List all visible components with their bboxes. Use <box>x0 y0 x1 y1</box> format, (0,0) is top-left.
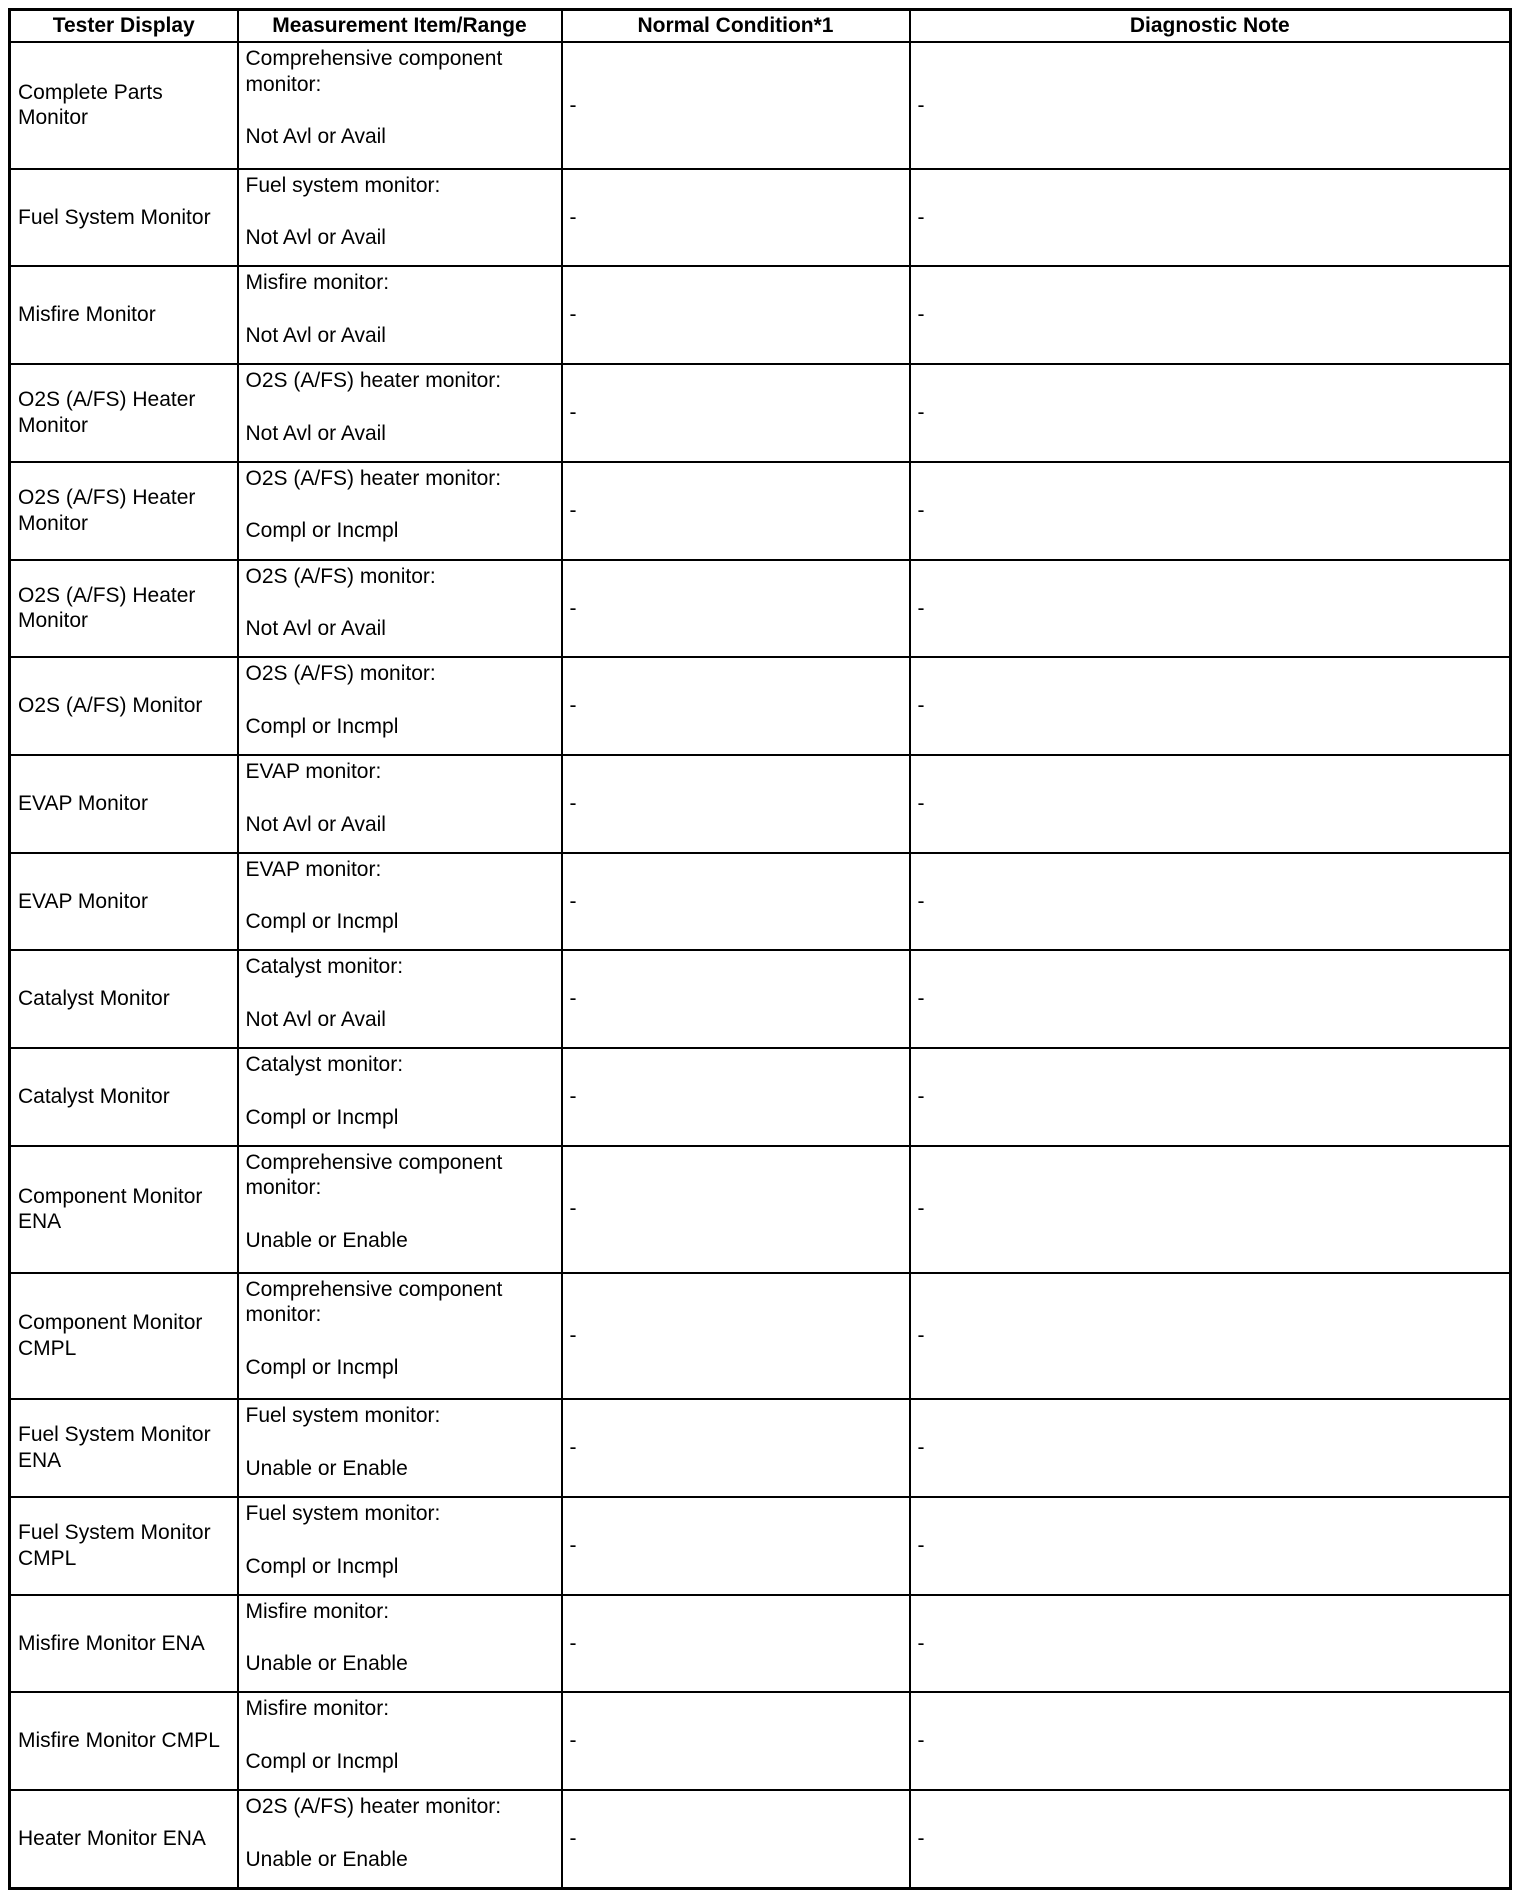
measurement-range-label: Compl or Incmpl <box>245 1105 399 1129</box>
diagnostic-note-cell <box>910 950 1511 1048</box>
measurement-range-label: Compl or Incmpl <box>245 714 399 738</box>
table-row <box>10 266 1511 364</box>
normal-condition-cell <box>562 1692 910 1790</box>
diagnostic-note-value: - <box>917 694 925 718</box>
tester-display-label: O2S (A/FS) Heater Monitor <box>18 388 196 437</box>
diagnostic-note-cell <box>910 364 1511 462</box>
measurement-range-label: Not Avl or Avail <box>245 324 386 348</box>
normal-condition-value: - <box>569 1533 577 1557</box>
measurement-item-cell <box>238 42 562 169</box>
normal-condition-value: - <box>569 694 577 718</box>
tester-display-label: O2S (A/FS) Heater Monitor <box>18 486 196 535</box>
table-row <box>10 1790 1511 1888</box>
tester-display-cell <box>10 950 238 1048</box>
diagnostic-note-value: - <box>917 1436 925 1460</box>
measurement-item-label: O2S (A/FS) monitor: <box>245 564 436 588</box>
header-diagnostic-note: Diagnostic Note <box>910 10 1511 43</box>
normal-condition-cell <box>562 1048 910 1146</box>
tester-display-label: Fuel System Monitor CMPL <box>18 1521 211 1570</box>
diagnostic-data-list-table <box>8 8 1512 1890</box>
diagnostic-note-cell <box>910 42 1511 169</box>
normal-condition-cell <box>562 266 910 364</box>
header-normal-condition: Normal Condition*1 <box>562 10 910 43</box>
tester-display-label: Heater Monitor ENA <box>18 1827 206 1851</box>
measurement-item-cell <box>238 169 562 267</box>
table-row <box>10 1048 1511 1146</box>
normal-condition-value: - <box>569 498 577 522</box>
tester-display-cell <box>10 462 238 560</box>
tester-display-cell <box>10 1399 238 1497</box>
tester-display-label: Misfire Monitor CMPL <box>18 1729 220 1753</box>
normal-condition-value: - <box>569 1631 577 1655</box>
diagnostic-note-value: - <box>917 987 925 1011</box>
tester-display-cell <box>10 1692 238 1790</box>
measurement-item-cell <box>238 1273 562 1400</box>
header-tester-display: Tester Display <box>10 10 238 43</box>
normal-condition-cell <box>562 1146 910 1273</box>
diagnostic-note-cell <box>910 1273 1511 1400</box>
diagnostic-note-cell <box>910 1595 1511 1693</box>
measurement-range-label: Compl or Incmpl <box>245 1355 399 1379</box>
measurement-item-label: O2S (A/FS) monitor: <box>245 662 436 686</box>
normal-condition-cell <box>562 853 910 951</box>
tester-display-cell <box>10 560 238 658</box>
measurement-item-cell <box>238 560 562 658</box>
normal-condition-value: - <box>569 205 577 229</box>
tester-display-label: Misfire Monitor ENA <box>18 1631 205 1655</box>
diagnostic-note-value: - <box>917 1085 925 1109</box>
measurement-item-label: Comprehensive component monitor: <box>245 1150 503 1200</box>
measurement-item-label: Fuel system monitor: <box>245 1404 441 1428</box>
measurement-item-label: Fuel system monitor: <box>245 1501 441 1525</box>
measurement-item-label: EVAP monitor: <box>245 857 382 881</box>
table-row <box>10 560 1511 658</box>
measurement-item-label: Fuel system monitor: <box>245 173 441 197</box>
diagnostic-note-value: - <box>917 401 925 425</box>
normal-condition-value: - <box>569 303 577 327</box>
diagnostic-note-value: - <box>917 1324 925 1348</box>
diagnostic-note-cell <box>910 169 1511 267</box>
tester-display-label: Component Monitor ENA <box>18 1184 203 1234</box>
tester-display-cell <box>10 1790 238 1888</box>
diagnostic-note-value: - <box>917 93 925 117</box>
normal-condition-cell <box>562 462 910 560</box>
tester-display-cell <box>10 1595 238 1693</box>
measurement-item-cell <box>238 1595 562 1693</box>
table-row <box>10 462 1511 560</box>
normal-condition-value: - <box>569 792 577 815</box>
normal-condition-value: - <box>569 1197 577 1221</box>
table-row <box>10 42 1511 169</box>
normal-condition-value: - <box>569 889 577 913</box>
diagnostic-note-cell <box>910 1790 1511 1888</box>
diagnostic-note-value: - <box>917 1729 925 1753</box>
tester-display-cell <box>10 364 238 462</box>
tester-display-label: Complete Parts Monitor <box>18 80 163 130</box>
tester-display-label: Catalyst Monitor <box>18 987 170 1011</box>
normal-condition-cell <box>562 1273 910 1400</box>
measurement-range-label: Not Avl or Avail <box>245 617 386 641</box>
measurement-item-label: EVAP monitor: <box>245 759 382 783</box>
measurement-item-cell <box>238 266 562 364</box>
diagnostic-note-value: - <box>917 303 925 327</box>
tester-display-label: EVAP Monitor <box>18 792 148 815</box>
measurement-item-label: Comprehensive component monitor: <box>245 47 503 96</box>
table-row <box>10 950 1511 1048</box>
tester-display-cell <box>10 1146 238 1273</box>
tester-display-cell <box>10 1048 238 1146</box>
diagnostic-note-cell <box>910 266 1511 364</box>
measurement-item-label: O2S (A/FS) heater monitor: <box>245 1795 502 1819</box>
tester-display-cell <box>10 1273 238 1400</box>
header-row <box>10 10 1511 43</box>
tester-display-cell <box>10 1497 238 1595</box>
measurement-item-cell <box>238 1048 562 1146</box>
measurement-item-cell <box>238 1146 562 1273</box>
diagnostic-note-cell <box>910 755 1511 853</box>
normal-condition-value: - <box>569 1436 577 1460</box>
tester-display-cell <box>10 657 238 755</box>
tester-display-label: Component Monitor CMPL <box>18 1311 203 1360</box>
table-row <box>10 657 1511 755</box>
normal-condition-cell <box>562 364 910 462</box>
diagnostic-note-cell <box>910 462 1511 560</box>
diagnostic-note-cell <box>910 1497 1511 1595</box>
measurement-item-label: Misfire monitor: <box>245 1599 390 1623</box>
normal-condition-value: - <box>569 1729 577 1753</box>
measurement-item-label: Misfire monitor: <box>245 1697 390 1721</box>
normal-condition-cell <box>562 1595 910 1693</box>
tester-display-cell <box>10 853 238 951</box>
tester-display-cell <box>10 169 238 267</box>
measurement-range-label: Not Avl or Avail <box>245 125 386 149</box>
diagnostic-note-cell <box>910 657 1511 755</box>
tester-display-label: Fuel System Monitor ENA <box>18 1423 211 1473</box>
tester-display-cell <box>10 755 238 853</box>
measurement-item-cell <box>238 1692 562 1790</box>
tester-display-label: Misfire Monitor <box>18 303 156 327</box>
tester-display-cell <box>10 266 238 364</box>
measurement-range-label: Not Avl or Avail <box>245 1007 386 1031</box>
normal-condition-cell <box>562 42 910 169</box>
diagnostic-note-cell <box>910 853 1511 951</box>
normal-condition-cell <box>562 1790 910 1888</box>
tester-display-label: Catalyst Monitor <box>18 1085 170 1109</box>
measurement-item-cell <box>238 755 562 853</box>
measurement-range-label: Compl or Incmpl <box>245 910 399 934</box>
measurement-range-label: Compl or Incmpl <box>245 519 399 543</box>
measurement-item-cell <box>238 462 562 560</box>
measurement-item-label: Comprehensive component monitor: <box>245 1277 503 1327</box>
measurement-range-label: Not Avl or Avail <box>245 226 386 250</box>
measurement-range-label: Unable or Enable <box>245 1228 408 1252</box>
normal-condition-cell <box>562 1497 910 1595</box>
diagnostic-note-value: - <box>917 1197 925 1221</box>
normal-condition-value: - <box>569 401 577 425</box>
normal-condition-value: - <box>569 1827 577 1851</box>
diagnostic-note-cell <box>910 1399 1511 1497</box>
measurement-item-label: Catalyst monitor: <box>245 1053 404 1077</box>
table-row <box>10 169 1511 267</box>
tester-display-label: O2S (A/FS) Heater Monitor <box>18 583 196 633</box>
measurement-range-label: Compl or Incmpl <box>245 1554 399 1578</box>
measurement-item-label: O2S (A/FS) heater monitor: <box>245 466 502 490</box>
table-row <box>10 755 1511 853</box>
normal-condition-value: - <box>569 93 577 117</box>
table-body <box>10 42 1511 1889</box>
measurement-range-label: Not Avl or Avail <box>245 812 386 836</box>
diagnostic-note-cell <box>910 1048 1511 1146</box>
normal-condition-cell <box>562 169 910 267</box>
normal-condition-value: - <box>569 596 577 620</box>
diagnostic-note-value: - <box>917 889 925 913</box>
measurement-item-label: Catalyst monitor: <box>245 955 404 979</box>
diagnostic-note-cell <box>910 1692 1511 1790</box>
table-row <box>10 1595 1511 1693</box>
normal-condition-cell <box>562 755 910 853</box>
measurement-item-cell <box>238 950 562 1048</box>
measurement-item-label: O2S (A/FS) heater monitor: <box>245 369 502 393</box>
diagnostic-note-value: - <box>917 498 925 522</box>
table-row <box>10 1273 1511 1400</box>
table-row <box>10 1692 1511 1790</box>
table-row <box>10 1399 1511 1497</box>
measurement-item-cell <box>238 364 562 462</box>
measurement-range-label: Unable or Enable <box>245 1652 408 1676</box>
measurement-range-label: Not Avl or Avail <box>245 421 386 445</box>
tester-display-label: EVAP Monitor <box>18 889 148 913</box>
table-row <box>10 853 1511 951</box>
normal-condition-cell <box>562 560 910 658</box>
normal-condition-value: - <box>569 1324 577 1348</box>
normal-condition-value: - <box>569 987 577 1011</box>
tester-display-label: O2S (A/FS) Monitor <box>18 694 203 718</box>
diagnostic-note-value: - <box>917 1533 925 1557</box>
normal-condition-cell <box>562 950 910 1048</box>
measurement-item-cell <box>238 1497 562 1595</box>
diagnostic-note-value: - <box>917 596 925 620</box>
table-row <box>10 364 1511 462</box>
normal-condition-cell <box>562 657 910 755</box>
diagnostic-note-cell <box>910 560 1511 658</box>
table-row <box>10 1146 1511 1273</box>
header-measurement-item-range: Measurement Item/Range <box>238 10 562 43</box>
table-row <box>10 1497 1511 1595</box>
diagnostic-note-value: - <box>917 205 925 229</box>
measurement-item-label: Misfire monitor: <box>245 271 390 295</box>
measurement-range-label: Compl or Incmpl <box>245 1749 399 1773</box>
diagnostic-note-value: - <box>917 1631 925 1655</box>
measurement-range-label: Unable or Enable <box>245 1456 408 1480</box>
measurement-item-cell <box>238 1399 562 1497</box>
diagnostic-note-value: - <box>917 792 925 815</box>
diagnostic-note-cell <box>910 1146 1511 1273</box>
tester-display-label: Fuel System Monitor <box>18 205 211 229</box>
measurement-item-cell <box>238 657 562 755</box>
diagnostic-note-value: - <box>917 1827 925 1851</box>
tester-display-cell <box>10 42 238 169</box>
measurement-range-label: Unable or Enable <box>245 1847 408 1871</box>
measurement-item-cell <box>238 853 562 951</box>
normal-condition-value: - <box>569 1085 577 1109</box>
measurement-item-cell <box>238 1790 562 1888</box>
normal-condition-cell <box>562 1399 910 1497</box>
